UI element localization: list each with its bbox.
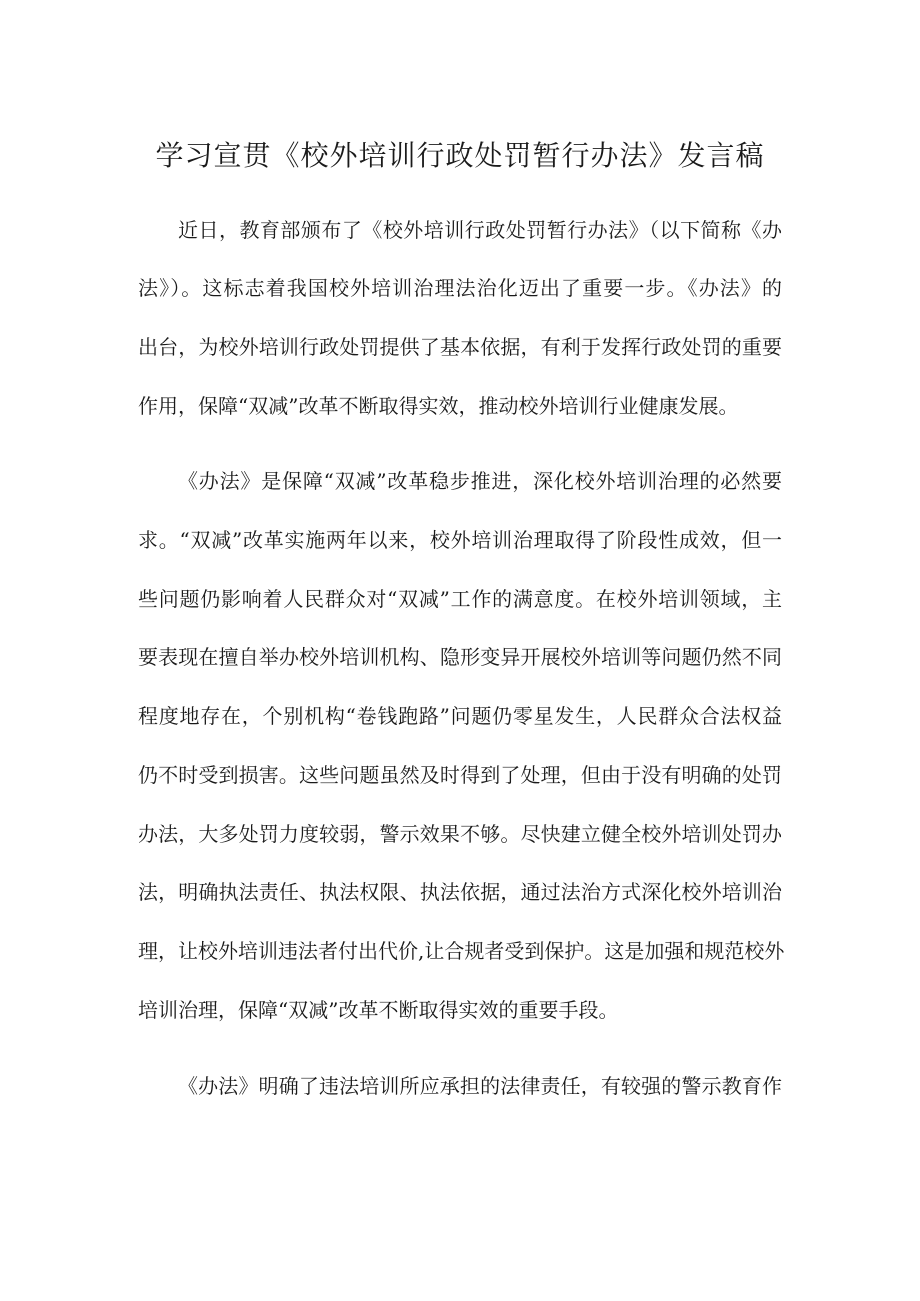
paragraph-2-line-4: 要表现在擅自举办校外培训机构、隐形变异开展校外培训等问题仍然不同 — [138, 645, 782, 669]
paragraph-1-line-3: 出台，为校外培训行政处罚提供了基本依据，有利于发挥行政处罚的重要 — [138, 335, 782, 359]
document-title: 学习宣贯《校外培训行政处罚暂行办法》发言稿 — [155, 139, 765, 172]
paragraph-2-line-2: 求。“双减”改革实施两年以来，校外培训治理取得了阶段性成效，但一 — [138, 528, 782, 552]
paragraph-3-line-1: 《办法》明确了违法培训所应承担的法律责任，有较强的警示教育作 — [178, 1074, 782, 1098]
paragraph-2-line-10: 培训治理，保障“双减”改革不断取得实效的重要手段。 — [138, 998, 619, 1022]
paragraph-2-line-7: 办法，大多处罚力度较弱，警示效果不够。尽快建立健全校外培训处罚办 — [138, 822, 782, 846]
paragraph-2-line-6: 仍不时受到损害。这些问题虽然及时得到了处理，但由于没有明确的处罚 — [138, 763, 782, 787]
paragraph-1-line-4: 作用，保障“双减”改革不断取得实效，推动校外培训行业健康发展。 — [138, 394, 739, 418]
paragraph-2-line-9: 理，让校外培训违法者付出代价,让合规者受到保护。这是加强和规范校外 — [138, 939, 785, 963]
paragraph-1-line-1: 近日，教育部颁布了《校外培训行政处罚暂行办法》（以下简称《办 — [178, 218, 782, 242]
paragraph-1-line-2: 法》）。这标志着我国校外培训治理法治化迈出了重要一步。《办法》的 — [138, 276, 782, 300]
paragraph-2-line-1: 《办法》是保障“双减”改革稳步推进，深化校外培训治理的必然要 — [178, 469, 782, 493]
paragraph-2-line-5: 程度地存在，个别机构“卷钱跑路”问题仍零星发生，人民群众合法权益 — [138, 704, 782, 728]
paragraph-2-line-3: 些问题仍影响着人民群众对“双减”工作的满意度。在校外培训领域，主 — [138, 587, 782, 611]
paragraph-2-line-8: 法，明确执法责任、执法权限、执法依据，通过法治方式深化校外培训治 — [138, 880, 782, 904]
